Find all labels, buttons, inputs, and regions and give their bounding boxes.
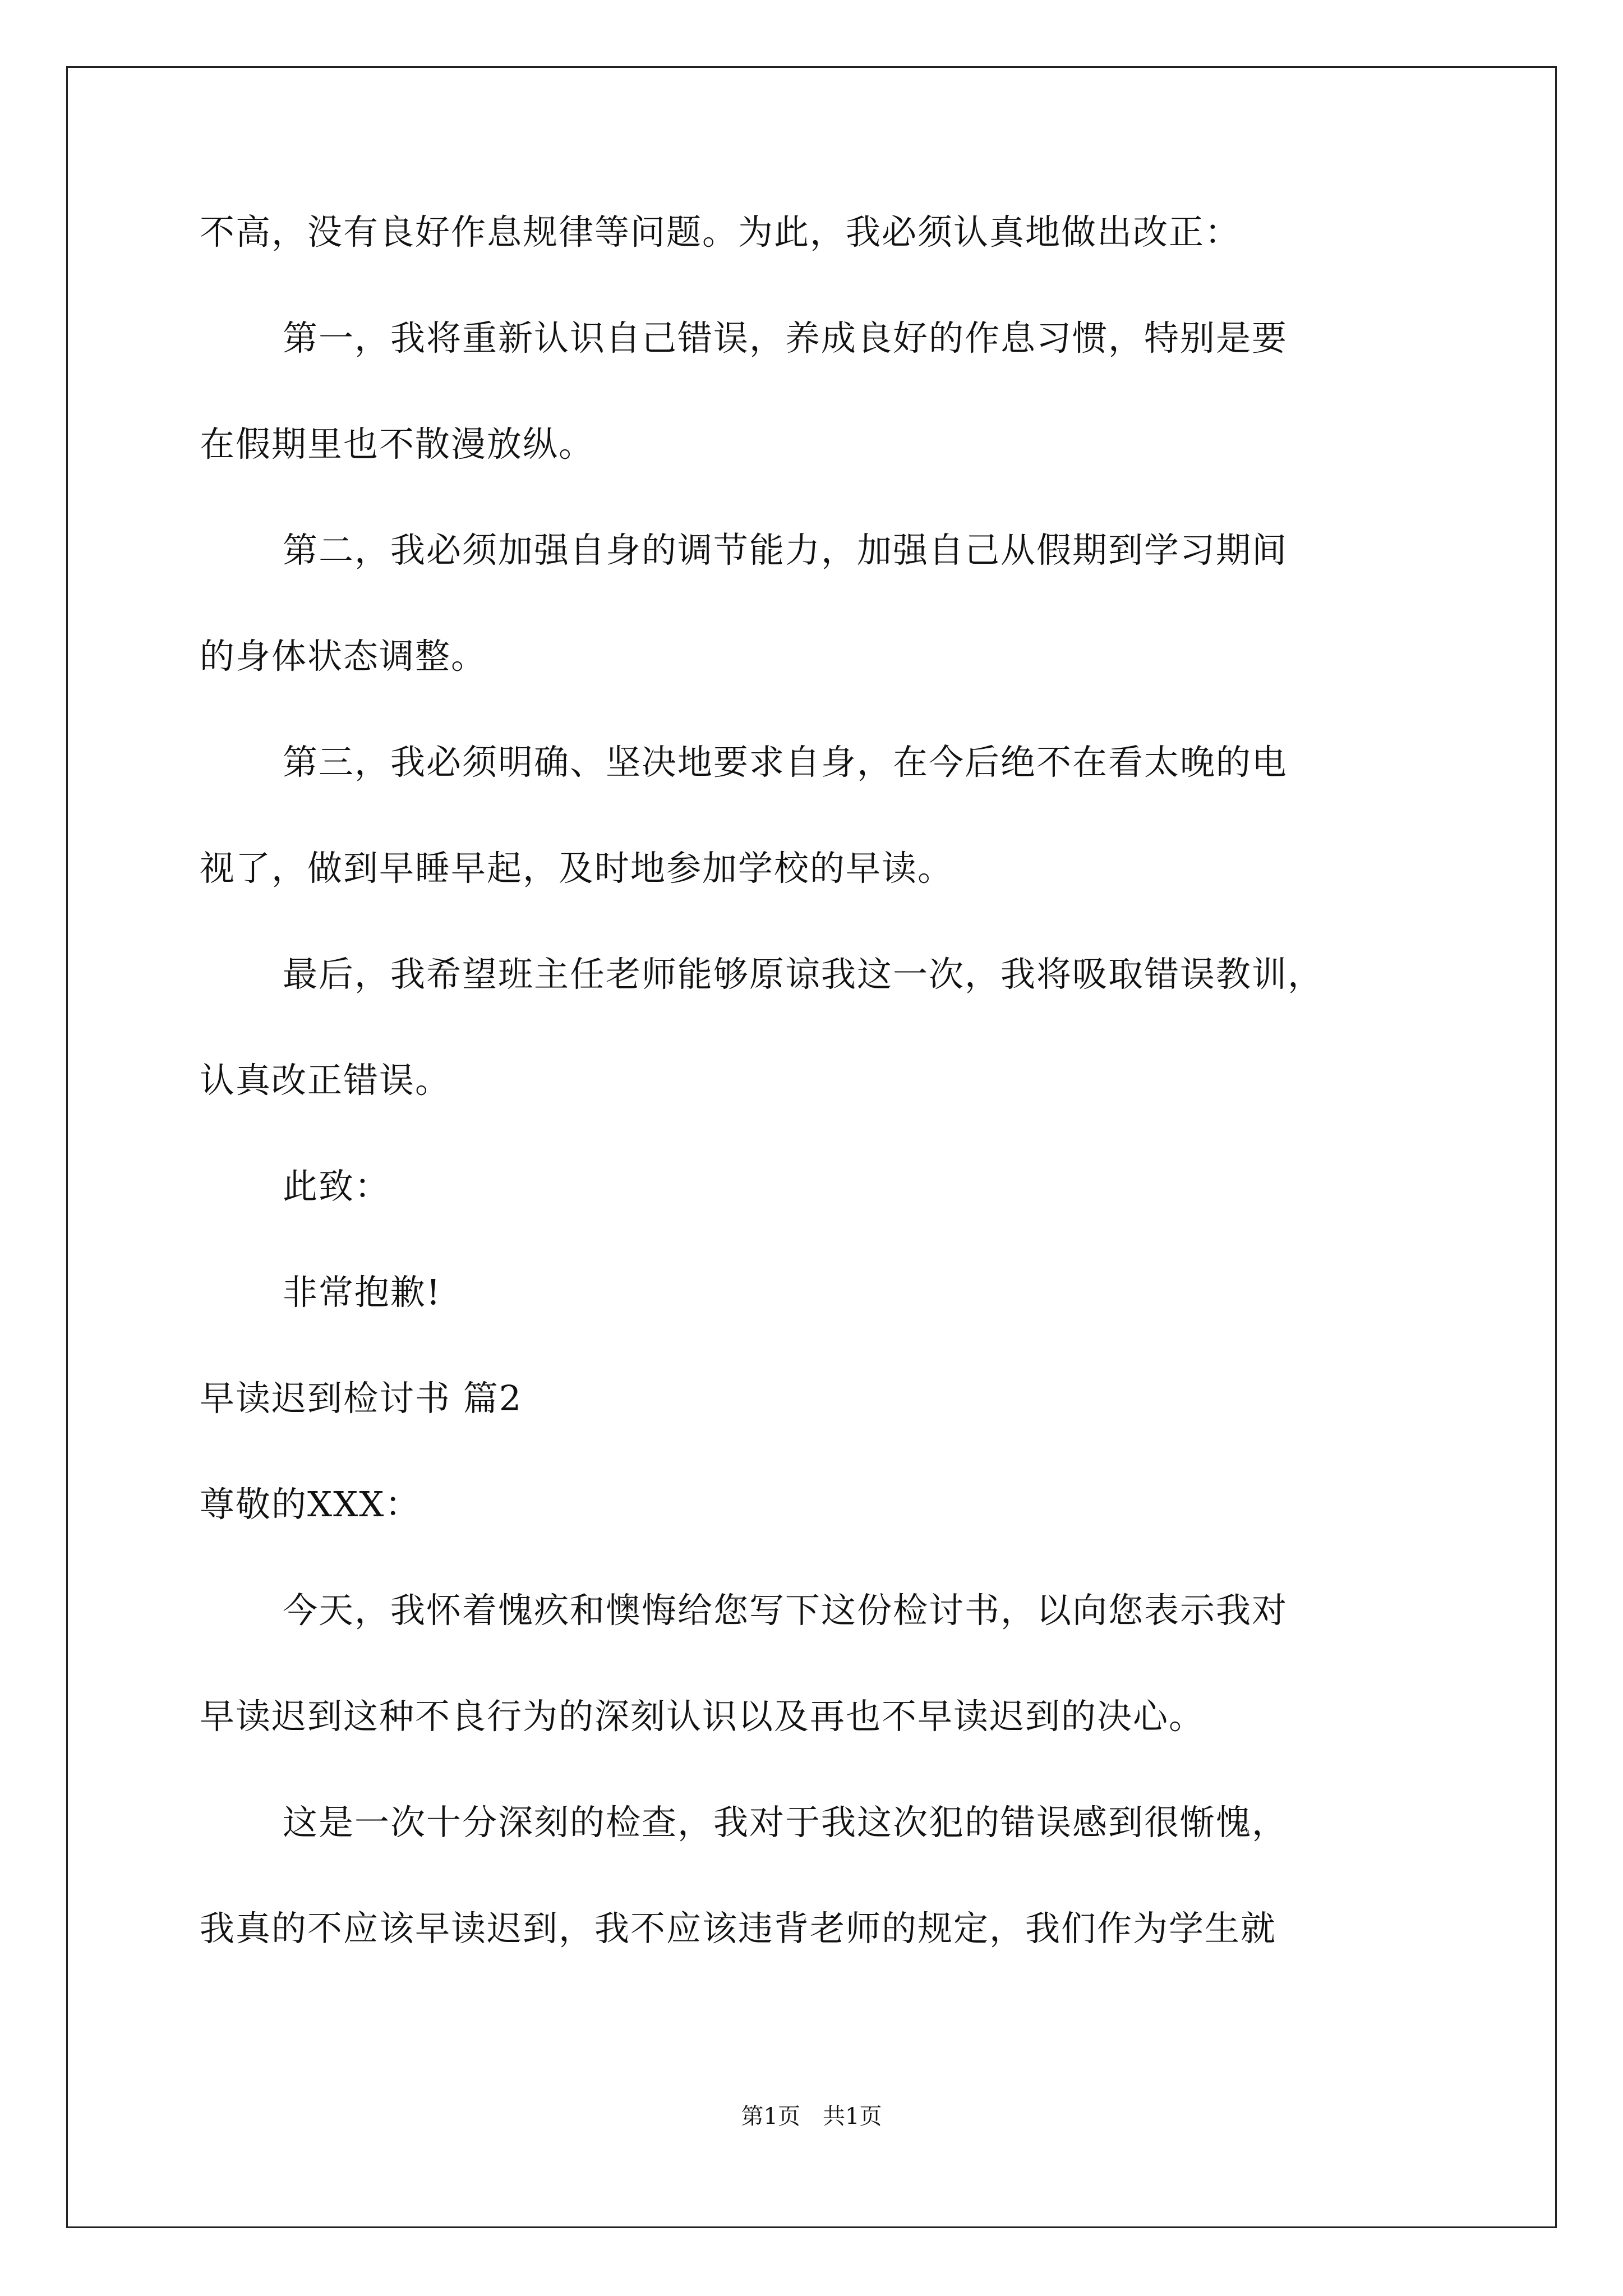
text-line: 这是一次十分深刻的检查，我对于我这次犯的错误感到很惭愧，	[283, 1802, 1288, 1843]
page-border	[66, 66, 1557, 2228]
text-line: 的身体状态调整。	[200, 636, 487, 677]
text-line: 认真改正错误。	[200, 1060, 451, 1101]
text-line: 第一，我将重新认识自己错误，养成良好的作息习惯，特别是要	[283, 318, 1288, 358]
text-line: 早读迟到这种不良行为的深刻认识以及再也不早读迟到的决心。	[200, 1696, 1205, 1737]
text-line: 视了，做到早睡早起，及时地参加学校的早读。	[200, 848, 954, 889]
text-line: 今天，我怀着愧疚和懊悔给您写下这份检讨书，以向您表示我对	[283, 1590, 1288, 1631]
text-line: 第三，我必须明确、坚决地要求自身，在今后绝不在看太晚的电	[283, 742, 1288, 783]
page-footer: 第1页 共1页	[741, 2104, 882, 2129]
apology-line: 非常抱歉!	[283, 1272, 441, 1313]
text-line: 第二，我必须加强自身的调节能力，加强自己从假期到学习期间	[283, 530, 1288, 570]
text-line: 我真的不应该早读迟到，我不应该违背老师的规定，我们作为学生就	[200, 1908, 1277, 1949]
text-line: 最后，我希望班主任老师能够原谅我这一次，我将吸取错误教训，	[283, 954, 1324, 995]
text-line: 不高，没有良好作息规律等问题。为此，我必须认真地做出改正：	[200, 211, 1241, 252]
section-heading: 早读迟到检讨书 篇2	[200, 1378, 523, 1419]
salutation-closing: 此致：	[283, 1166, 391, 1207]
text-line: 在假期里也不散漫放纵。	[200, 424, 595, 464]
salutation: 尊敬的XXX：	[200, 1484, 421, 1525]
